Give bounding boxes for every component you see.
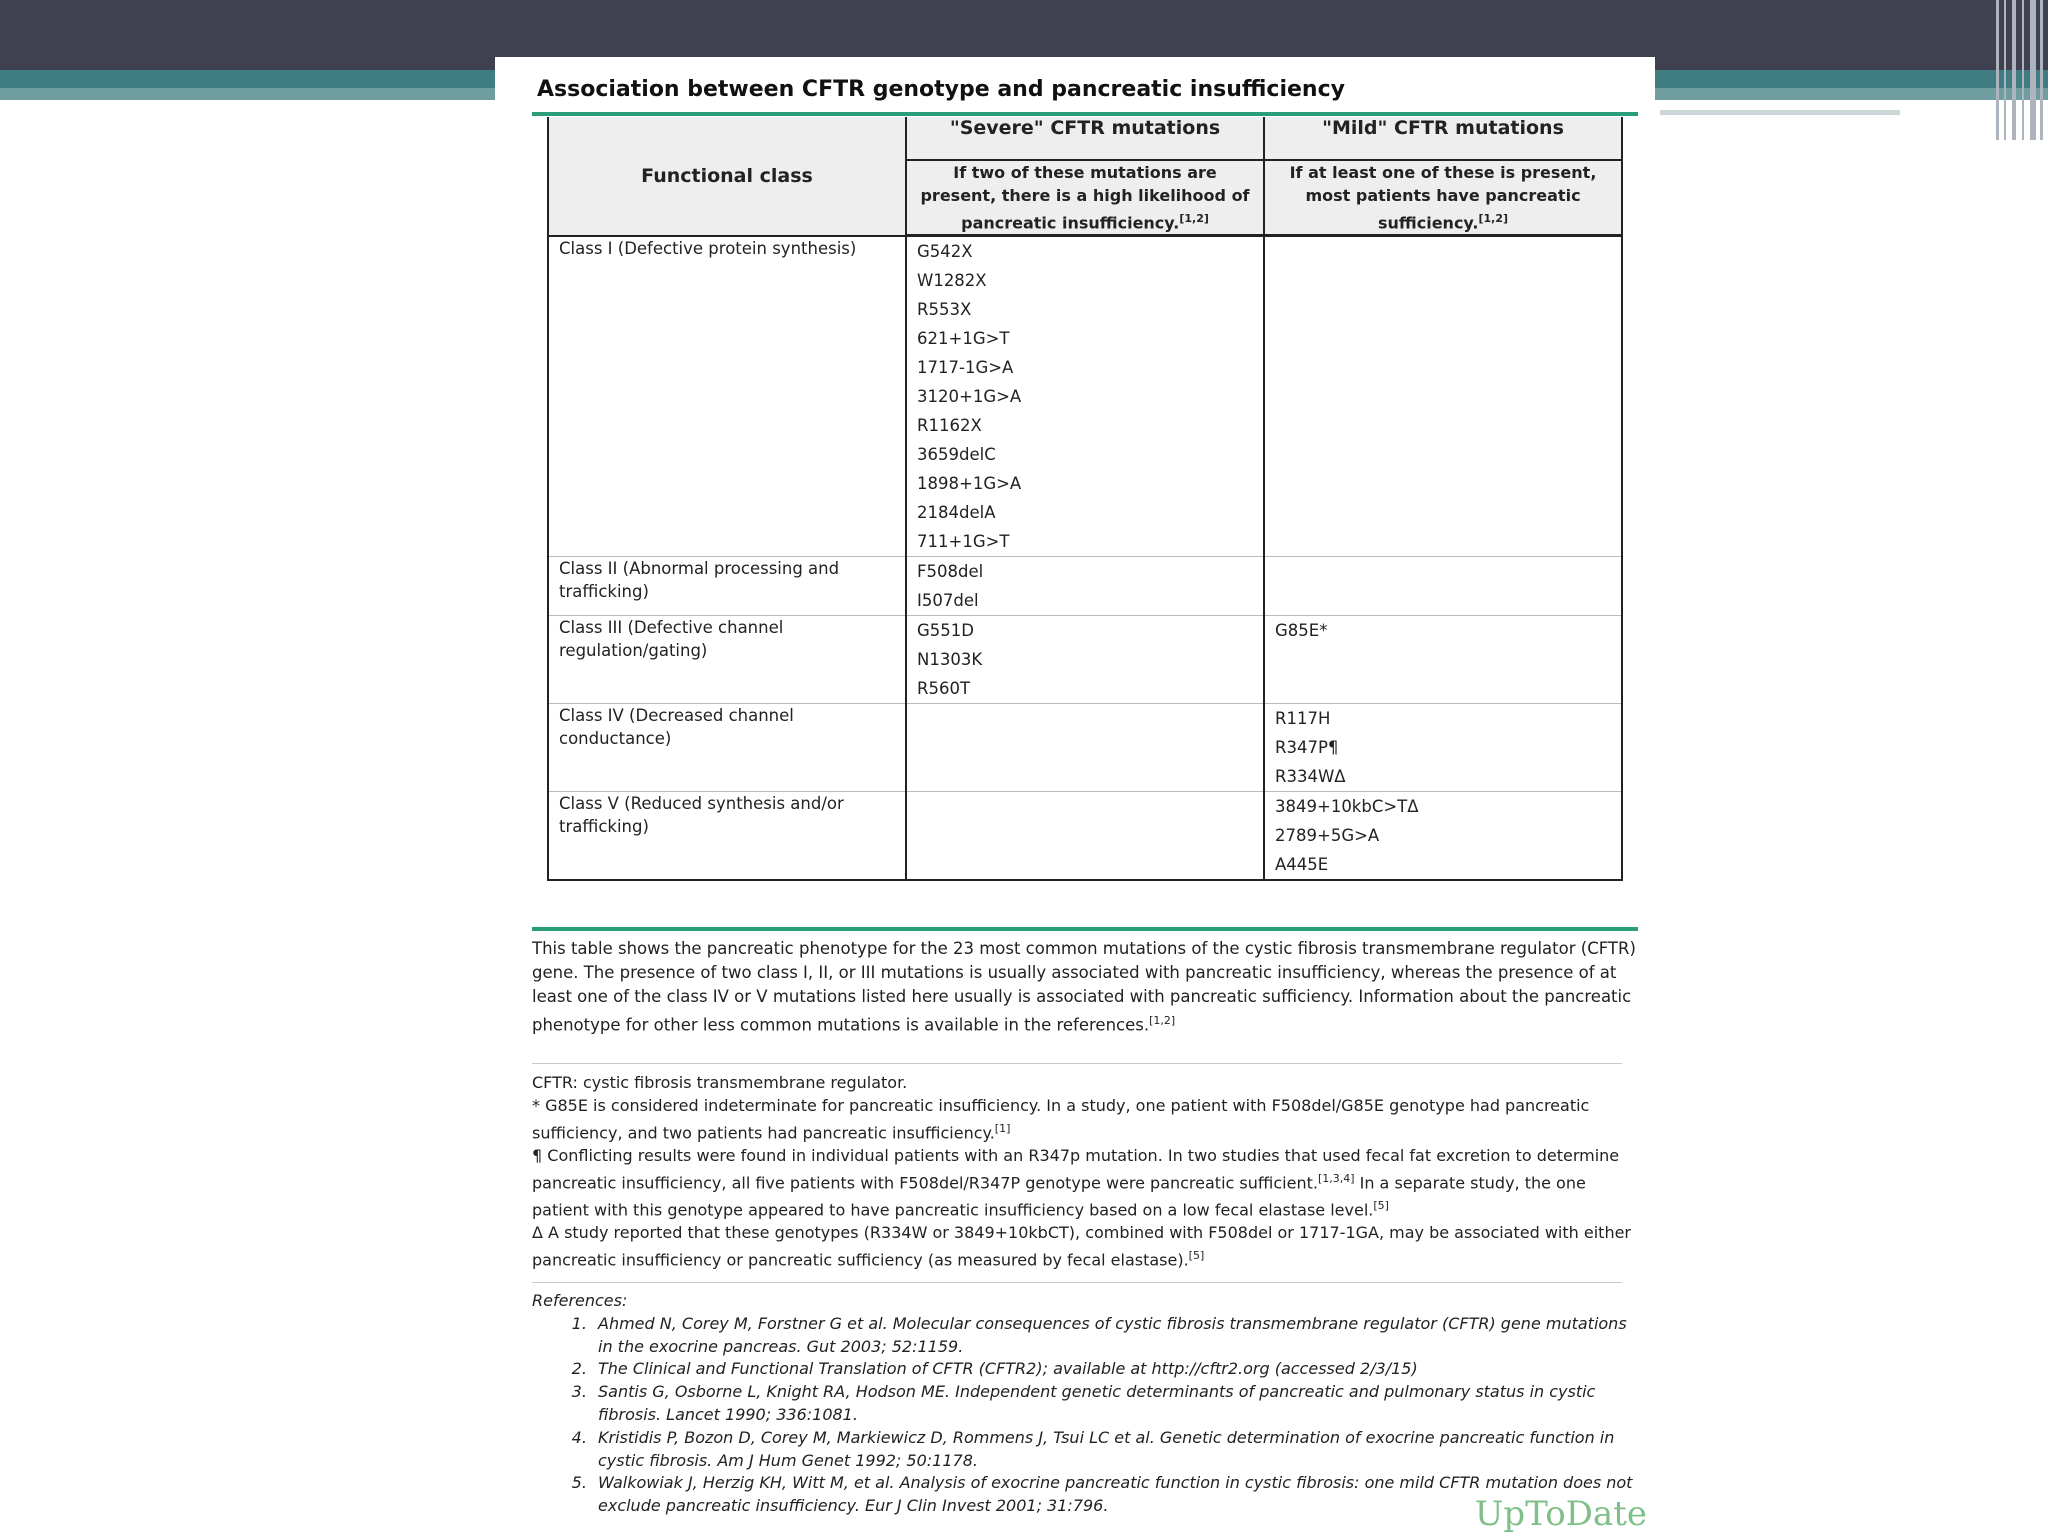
mild-mutations: [1264, 557, 1622, 616]
mutation: 3120+1G>A: [917, 387, 1022, 407]
reference-item: 5. Walkowiak J, Herzig KH, Witt M, et al. Analysis of exocrine pancreatic function in cystic fibrosis: one mild CFTR mutation does not exclude pancreatic insufficiency. Eur J Clin Invest 2001; 31:796.: [592, 1472, 1638, 1518]
mutation: G85E*: [1275, 621, 1328, 641]
mutation: 2789+5G>A: [1275, 826, 1380, 846]
mutation: 2184delA: [917, 503, 996, 523]
class-label: Class IV (Decreased channel conductance): [548, 704, 906, 792]
footnote-delta: Δ A study reported that these genotypes (R334W or 3849+10kbCT), combined with F508del or 1717-1GA, may be associated with either pancreatic insufficiency or pancreatic sufficiency (as measured by fecal elastase).[5]: [532, 1222, 1631, 1269]
table-row: [548, 616, 1622, 704]
references-label: References:: [532, 1291, 628, 1310]
table-bottom-rule: [532, 927, 1638, 931]
severe-mutations: [906, 236, 1264, 557]
functional-class-header: Functional class: [548, 117, 906, 236]
mutation: W1282X: [917, 271, 987, 291]
slide-decor-line: [1660, 110, 1900, 115]
class-label: Class II (Abnormal processing and trafficking): [548, 557, 906, 616]
mutation: A445E: [1275, 855, 1329, 875]
mutation: G542X: [917, 242, 973, 262]
mutation: 621+1G>T: [917, 329, 1010, 349]
slide-corner-decor: [1988, 0, 2048, 140]
mutation: R117H: [1275, 709, 1331, 729]
reference-item: 3. Santis G, Osborne L, Knight RA, Hodson ME. Independent genetic determinants of pancreatic and pulmonary status in cystic fibrosis. Lancet 1990; 336:1081.: [592, 1381, 1638, 1427]
table-row: [548, 792, 1622, 881]
reference-item: 4. Kristidis P, Bozon D, Corey M, Markiewicz D, Rommens J, Tsui LC et al. Genetic determination of exocrine pancreatic function in cystic fibrosis. Am J Hum Genet 1992; 50:1178.: [592, 1427, 1638, 1473]
table-header-row: [548, 117, 1622, 160]
mutation: 1898+1G>A: [917, 474, 1022, 494]
mutation: I507del: [917, 591, 979, 611]
title-rule: [532, 112, 1638, 116]
severe-subheader: If two of these mutations are present, there is a high likelihood of pancreatic insufficiency.[1,2]: [906, 160, 1264, 236]
mild-subheader: If at least one of these is present, most patients have pancreatic sufficiency.[1,2]: [1264, 160, 1622, 236]
reference-list: [532, 1313, 1638, 1518]
severe-mutations: [906, 704, 1264, 792]
mutation: 711+1G>T: [917, 532, 1010, 552]
mutation: 3849+10kbC>TΔ: [1275, 797, 1419, 817]
uptodate-logo: UpToDate: [1474, 1494, 1647, 1534]
reference-item: 2. The Clinical and Functional Translation of CFTR (CFTR2); available at http://cftr2.org (accessed 2/3/15): [592, 1358, 1638, 1381]
footnotes: [532, 1072, 1638, 1272]
footnote-pilcrow: ¶ Conflicting results were found in individual patients with an R347p mutation. In two studies that used fecal fat excretion to determine pancreatic insufficiency, all five patients with F508del/R347P genotype were pancreatic sufficient.[1,3,4] In a separate study, the one patient with this genotype appeared to have pancreatic insufficiency based on a low fecal elastase level.[5]: [532, 1145, 1620, 1219]
mild-mutations: [1264, 616, 1622, 704]
divider: [532, 1282, 1622, 1283]
table-row: [548, 236, 1622, 557]
mutation: R334WΔ: [1275, 767, 1346, 787]
references: [532, 1290, 1638, 1518]
document-card: [495, 57, 1655, 1536]
mild-mutations: [1264, 236, 1622, 557]
class-label: Class I (Defective protein synthesis): [548, 236, 906, 557]
mutation: N1303K: [917, 650, 983, 670]
table-row: [548, 704, 1622, 792]
cftr-table: [547, 117, 1623, 881]
mutation: R347P¶: [1275, 738, 1339, 758]
reference-item: 1. Ahmed N, Corey M, Forstner G et al. Molecular consequences of cystic fibrosis transmembrane regulator (CFTR) gene mutations in the exocrine pancreas. Gut 2003; 52:1159.: [592, 1313, 1638, 1359]
mutation: 3659delC: [917, 445, 996, 465]
mutation: R1162X: [917, 416, 982, 436]
footnote-abbrev: CFTR: cystic fibrosis transmembrane regulator.: [532, 1073, 908, 1092]
mild-mutations: [1264, 792, 1622, 881]
mutation: R553X: [917, 300, 972, 320]
divider: [532, 1063, 1622, 1064]
mutation: G551D: [917, 621, 974, 641]
class-label: Class V (Reduced synthesis and/or trafficking): [548, 792, 906, 881]
severe-mutations: [906, 616, 1264, 704]
severe-header: "Severe" CFTR mutations: [906, 117, 1264, 160]
mutation: R560T: [917, 679, 971, 699]
mutation: 1717-1G>A: [917, 358, 1014, 378]
severe-mutations: [906, 792, 1264, 881]
mild-header: "Mild" CFTR mutations: [1264, 117, 1622, 160]
class-label: Class III (Defective channel regulation/gating): [548, 616, 906, 704]
footnote-star: * G85E is considered indeterminate for pancreatic insufficiency. In a study, one patient with F508del/G85E genotype had pancreatic sufficiency, and two patients had pancreatic insufficiency.[1]: [532, 1095, 1590, 1142]
severe-mutations: [906, 557, 1264, 616]
table-summary: This table shows the pancreatic phenotype for the 23 most common mutations of the cystic fibrosis transmembrane regulator (CFTR) gene. The presence of two class I, II, or III mutations is usually associated with pancreatic insufficiency, whereas the presence of at least one of the class IV or V mutations listed here usually is associated with pancreatic sufficiency. Information about the pancreatic phenotype for other less common mutations is available in the references.[1,2]: [532, 939, 1636, 1035]
table-row: [548, 557, 1622, 616]
document-title: Association between CFTR genotype and pancreatic insufficiency: [537, 77, 1345, 102]
mutation: F508del: [917, 562, 984, 582]
mild-mutations: [1264, 704, 1622, 792]
